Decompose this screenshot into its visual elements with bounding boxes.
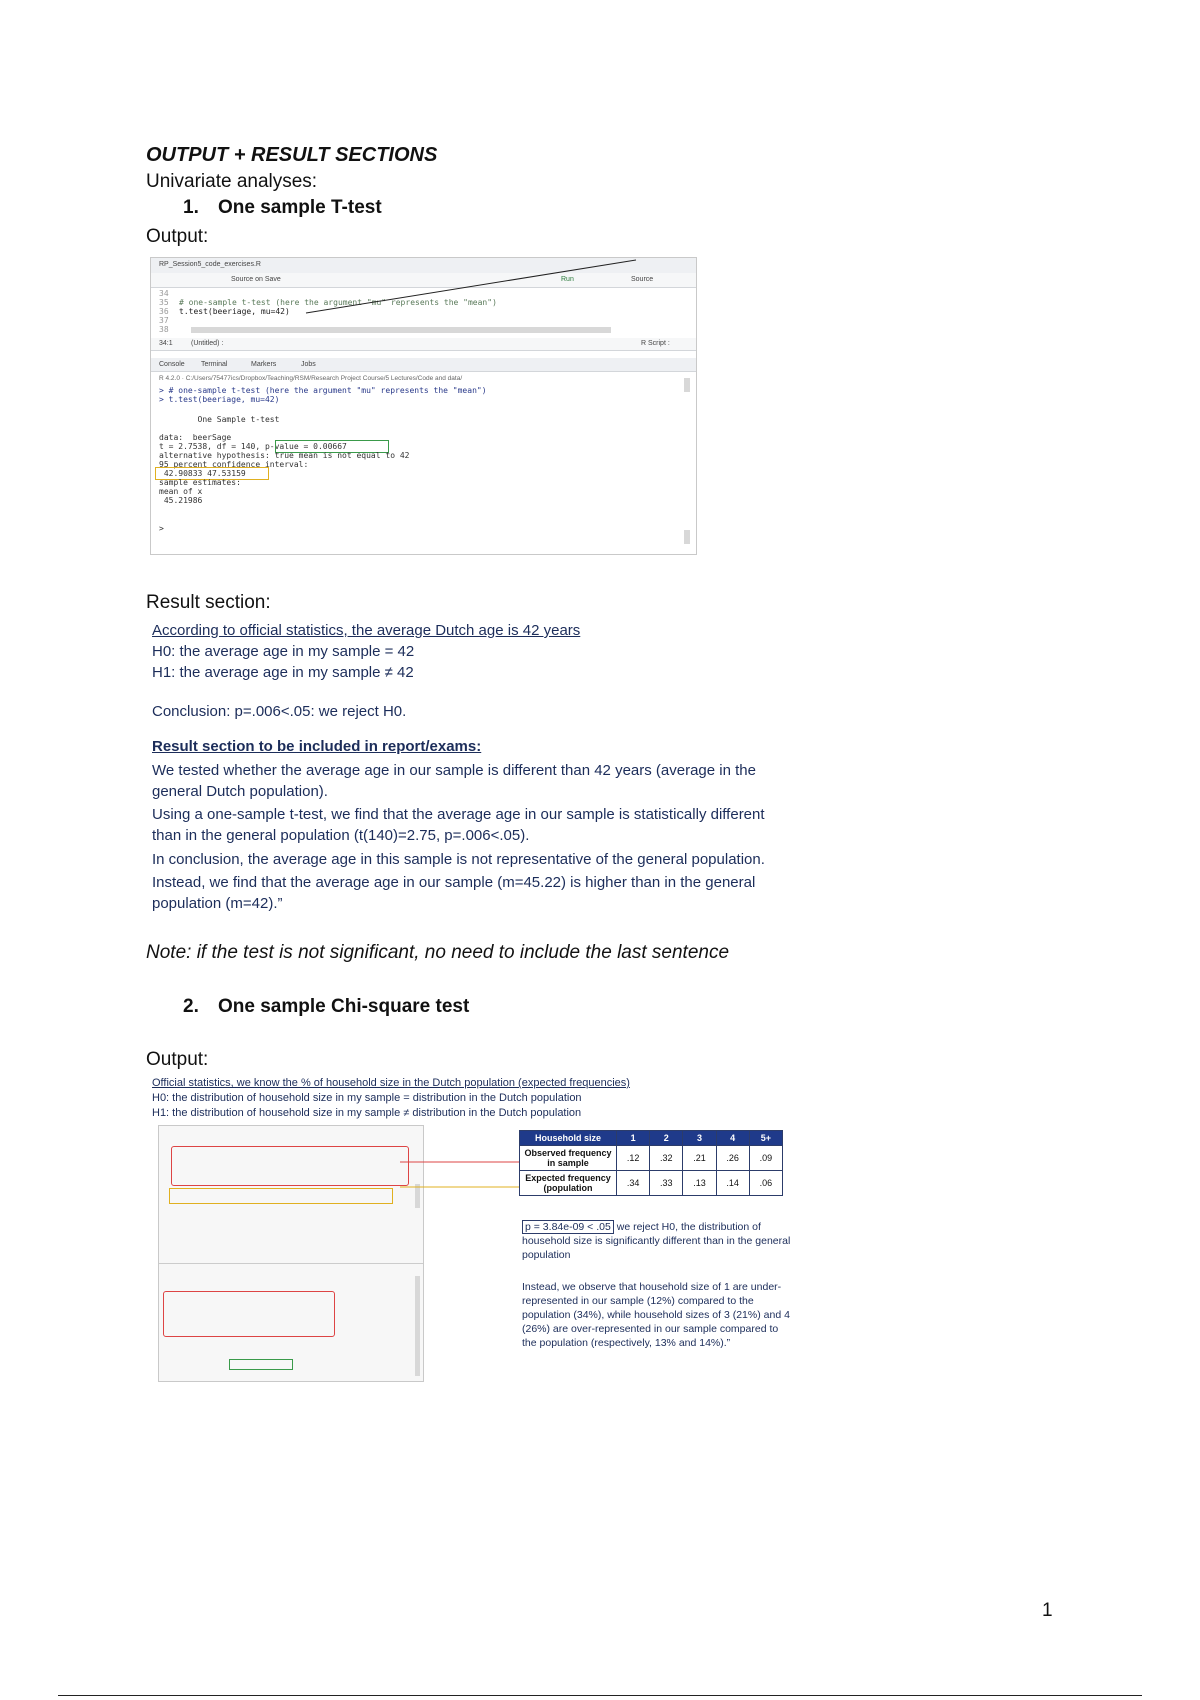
- result-line: We tested whether the average age in our sample is different than 42 years (average in the: [152, 762, 756, 779]
- rstudio-screenshot: [150, 257, 697, 555]
- line-number: 38: [159, 325, 169, 334]
- section2-output-label: Output:: [146, 1049, 209, 1070]
- hypothesis-line: H1: the distribution of household size in my sample ≠ distribution in the Dutch population: [152, 1107, 582, 1119]
- tab-markers: Markers: [251, 361, 277, 368]
- chisq-p-value: p = 3.84e-09 < .05: [522, 1220, 614, 1234]
- page-number: 1: [1042, 1600, 1053, 1621]
- source-on-save-label: Source on Save: [231, 276, 281, 283]
- scope-label: (Untitled) :: [191, 340, 224, 347]
- table-header-cell: 5+: [749, 1131, 782, 1146]
- file-tab: RP_Session5_code_exercises.R: [159, 261, 261, 268]
- section1-title: One sample T-test: [218, 197, 382, 218]
- tab-jobs: Jobs: [301, 361, 316, 368]
- result-line: H1: the average age in my sample ≠ 42: [152, 664, 414, 681]
- table-header-cell: Household size: [520, 1131, 617, 1146]
- result-line: In conclusion, the average age in this sample is not representative of the general population.: [152, 851, 765, 868]
- console-line: One Sample t-test: [159, 415, 280, 424]
- result-line: than in the general population (t(140)=2.75, p=.006<.05).: [152, 827, 530, 844]
- chisq-conclusion: [522, 1220, 792, 1262]
- table-cell: .33: [650, 1171, 683, 1196]
- table-cell: .12: [617, 1146, 650, 1171]
- result-line: general Dutch population).: [152, 783, 328, 800]
- console-line: t = 2.7538, df = 140, p-value = 0.00667: [159, 442, 347, 451]
- line-number: 36: [159, 307, 169, 316]
- table-cell: .34: [617, 1171, 650, 1196]
- tab-console: Console: [159, 361, 185, 368]
- source-button: Source: [631, 276, 654, 283]
- tab-terminal: Terminal: [201, 361, 228, 368]
- result-line: Conclusion: p=.006<.05: we reject H0.: [152, 703, 407, 720]
- observed-output-highlight: [163, 1291, 335, 1337]
- console-tab-bar: [151, 358, 696, 372]
- table-header-cell: 4: [716, 1131, 749, 1146]
- console-line: sample estimates:: [159, 478, 241, 487]
- table-cell: .26: [716, 1146, 749, 1171]
- horizontal-scrollbar: [191, 327, 611, 333]
- table-cell: .13: [683, 1171, 716, 1196]
- note: Note: if the test is not significant, no need to include the last sentence: [146, 942, 730, 963]
- result-line: Instead, we find that the average age in our sample (m=45.22) is higher than in the general: [152, 874, 756, 891]
- editor-status-bar: [151, 338, 696, 351]
- console-line: 42.90833 47.53159: [159, 469, 246, 478]
- hypothesis-line: Official statistics, we know the % of household size in the Dutch population (expected frequencies): [152, 1077, 630, 1089]
- chisq-conclusion-text: we reject H0, the distribution of household size is significantly different than in the general population: [522, 1221, 791, 1261]
- console-prompt: >: [159, 524, 164, 533]
- table-cell: .14: [716, 1171, 749, 1196]
- chisq-interpretation: Instead, we observe that household size of 1 are under-represented in our sample (12%) compared to the population (34%), while household sizes of 3 (21%) and 4 (26%) are over-represented in our sample compared to the population (respectively, 13% and 14%).”: [522, 1281, 790, 1349]
- table-row: [520, 1171, 783, 1196]
- run-button: Run: [561, 276, 574, 283]
- rstudio-screenshot-chisq: [158, 1125, 424, 1382]
- table-cell: .32: [650, 1146, 683, 1171]
- console-scrollbar: [684, 530, 690, 544]
- console-line: mean of x: [159, 487, 203, 496]
- hypothesis-line: H0: the distribution of household size in my sample = distribution in the Dutch population: [152, 1092, 582, 1104]
- result-line: population (m=42).”: [152, 895, 283, 912]
- line-number: 37: [159, 316, 169, 325]
- footer-divider: [58, 1695, 1142, 1696]
- line-number: 35: [159, 298, 169, 307]
- table-cell: .21: [683, 1146, 716, 1171]
- table-header-cell: 1: [617, 1131, 650, 1146]
- console-line: alternative hypothesis: true mean is not equal to 42: [159, 451, 410, 460]
- result-line: Result section to be included in report/exams:: [152, 738, 482, 755]
- console-line: 95 percent confidence interval:: [159, 460, 309, 469]
- table-cell: Observed frequency in sample: [520, 1146, 617, 1171]
- table-header-cell: 3: [683, 1131, 716, 1146]
- table-cell: .09: [749, 1146, 782, 1171]
- console-path: R 4.2.0 · C:/Users/75477ics/Dropbox/Teaching/RSM/Research Project Course/5 Lectures/Code and data/: [159, 375, 463, 382]
- annotation-arrow: [301, 258, 641, 318]
- console-line: 45.21986: [159, 496, 203, 505]
- chisq-p-value-highlight: [229, 1359, 293, 1370]
- result-line: H0: the average age in my sample = 42: [152, 643, 415, 660]
- table-row: [520, 1146, 783, 1171]
- frequency-code-highlight: [171, 1146, 409, 1186]
- household-size-table: [519, 1130, 783, 1196]
- cursor-position: 34:1: [159, 340, 173, 347]
- file-type-label: R Script :: [641, 340, 670, 347]
- table-header-row: [520, 1131, 783, 1146]
- section2-number: 2.: [183, 996, 199, 1017]
- line-number: 34: [159, 289, 169, 298]
- console-line: > t.test(beeriage, mu=42): [159, 395, 280, 404]
- document-title: OUTPUT + RESULT SECTIONS: [146, 144, 438, 166]
- document-subtitle: Univariate analyses:: [146, 171, 318, 192]
- console-line: data: beerSage: [159, 433, 232, 442]
- result-line: According to official statistics, the average Dutch age is 42 years: [152, 622, 581, 639]
- table-cell: .06: [749, 1171, 782, 1196]
- expected-code-highlight: [169, 1188, 393, 1204]
- console-scrollbar: [684, 378, 690, 392]
- table-header-cell: 2: [650, 1131, 683, 1146]
- table-cell: Expected frequency (population: [520, 1171, 617, 1196]
- console-scrollbar: [415, 1276, 420, 1376]
- pane-divider: [159, 1263, 423, 1264]
- code-line: # one-sample t-test (here the argument "mu" represents the "mean"): [179, 298, 497, 307]
- code-line: t.test(beeriage, mu=42): [179, 307, 290, 316]
- connector-arrows: [400, 1145, 525, 1205]
- section1-output-label: Output:: [146, 226, 209, 247]
- result-line: Using a one-sample t-test, we find that the average age in our sample is statistically different: [152, 806, 765, 823]
- result-section-label: Result section:: [146, 592, 271, 613]
- section1-number: 1.: [183, 197, 199, 218]
- section2-title: One sample Chi-square test: [218, 996, 470, 1017]
- console-line: > # one-sample t-test (here the argument "mu" represents the "mean"): [159, 386, 487, 395]
